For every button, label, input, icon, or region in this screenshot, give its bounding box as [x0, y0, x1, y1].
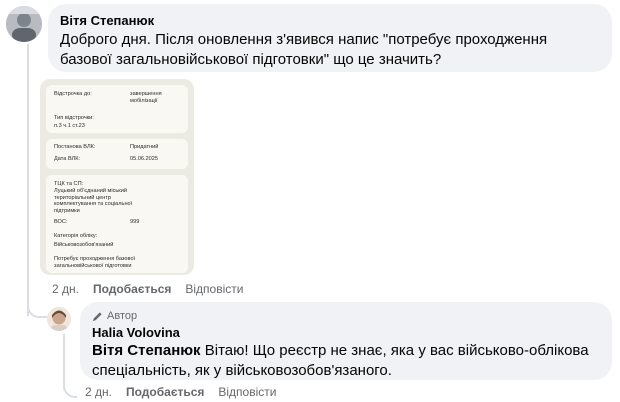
attachment-label: Категорія обліку:: [54, 233, 98, 239]
attachment-label: ВОС:: [54, 219, 68, 225]
thread-connector: [27, 296, 47, 318]
author-badge: [92, 308, 600, 324]
reply-bubble: [80, 302, 612, 380]
attachment-value: 999: [130, 219, 140, 225]
comment-author[interactable]: Halia Volovina: [92, 325, 180, 340]
attachment-note: Потребує проходження базової загальновійськової підготовки: [54, 256, 136, 269]
attachment-label: Тип відстрочки:: [54, 115, 94, 121]
attachment-value: п.3 ч.1 ст.23: [54, 123, 85, 129]
reply-button[interactable]: Відповісти: [218, 385, 277, 399]
like-button[interactable]: Подобається: [92, 282, 172, 296]
attachment-label: Постанова ВЛК:: [54, 144, 96, 150]
attachment-label: ТЦК та СП:: [54, 181, 84, 187]
attachment-label: Відстрочка до:: [54, 91, 92, 97]
attachment-label: Дата ВЛК:: [54, 156, 81, 162]
attachment-value: Луцький об'єднаний міський територіальний центр комплектування та соціальної підтримки: [54, 188, 133, 214]
avatar-image: [6, 6, 42, 42]
avatar[interactable]: [6, 6, 42, 42]
reply-button[interactable]: Відповісти: [185, 282, 244, 296]
attachment-value: Військовозобов'язаний: [54, 242, 114, 248]
comment-timestamp[interactable]: 2 дн.: [52, 282, 79, 296]
comment-text: Доброго дня. Після оновлення з'явився напис "потребує проходження базової загальновійськової підготовки" що це значить?: [60, 31, 548, 68]
attachment-value: 05.06.2025: [130, 156, 158, 162]
attachment-value: Придатний: [130, 144, 159, 150]
mention-link[interactable]: Вітя Степанюк: [92, 342, 201, 359]
thread-line: [27, 44, 29, 316]
avatar[interactable]: [47, 307, 71, 331]
attachment-value: завершення мобілізації: [130, 91, 162, 104]
attachment-card-deferral: [46, 85, 188, 133]
pencil-icon: [92, 311, 103, 322]
author-badge-label: Автор: [107, 310, 138, 322]
thread-connector: [63, 370, 77, 398]
attachment-card-tck: [46, 175, 188, 273]
reply-text: Вітаю! Що реєстр не знає, яка у вас військово-облікова спеціальність, як у військовозобов'язаного.: [92, 342, 589, 379]
comment-actions: [85, 384, 276, 400]
comment-text: [92, 341, 600, 381]
comment-bubble: [48, 4, 612, 72]
comment-author[interactable]: Вітя Степанюк: [60, 13, 155, 28]
attachment-card-vlk: [46, 139, 188, 169]
like-button[interactable]: Подобається: [125, 385, 205, 399]
avatar-image: [47, 307, 71, 331]
comment-timestamp[interactable]: 2 дн.: [85, 385, 112, 399]
comment-actions: [52, 281, 243, 297]
comment-attachment-image[interactable]: [40, 79, 194, 275]
